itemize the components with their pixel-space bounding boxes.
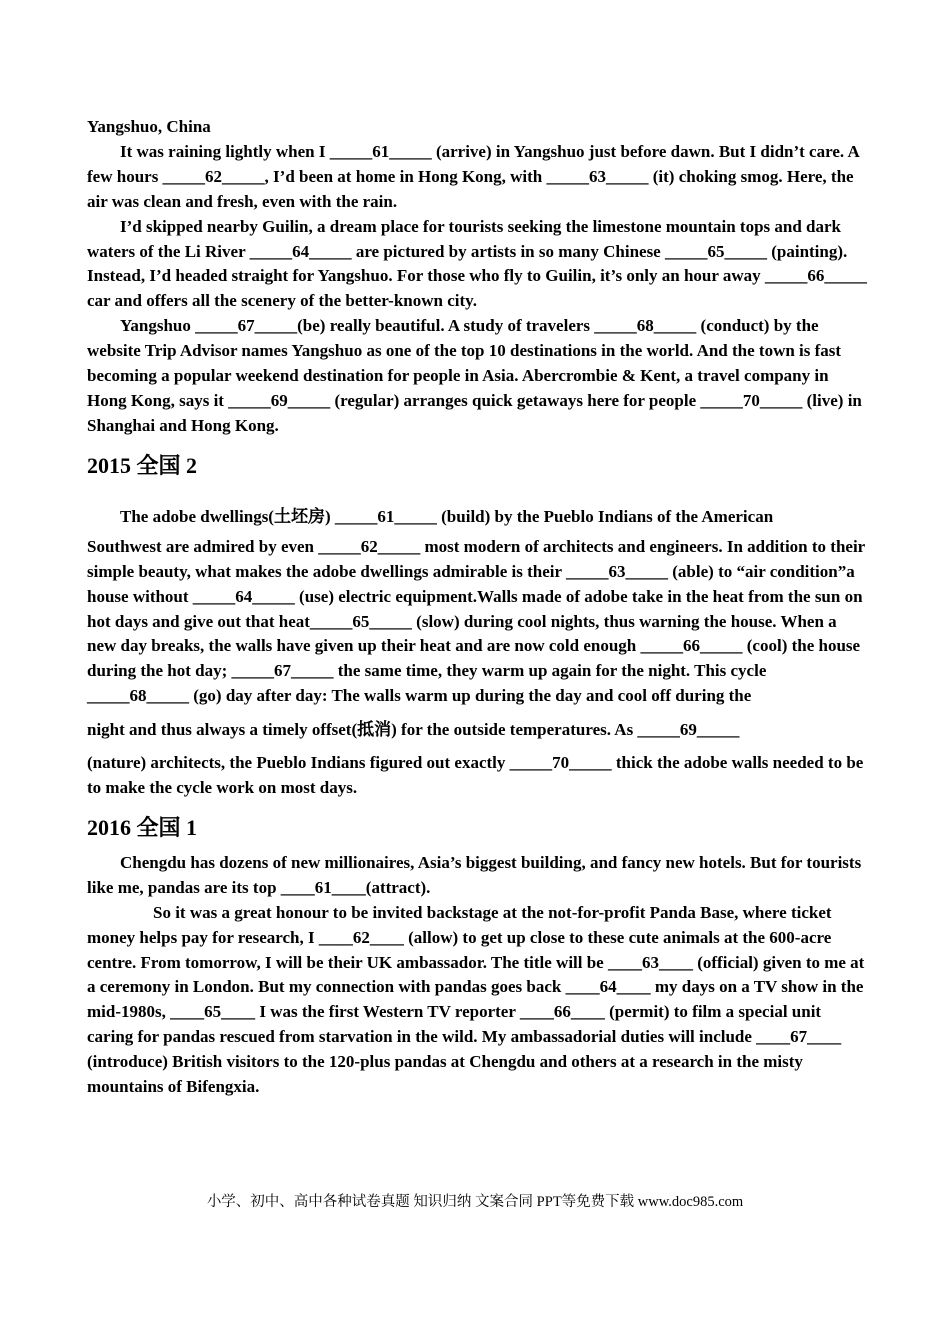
section-heading-2015: 2015 全国 2	[87, 452, 198, 478]
page-footer: 小学、初中、高中各种试卷真题 知识归纳 文案合同 PPT等免费下载 www.doc985.com	[206, 1194, 744, 1210]
adobe-body-2: (nature) architects, the Pueblo Indians figured out exactly _____70_____ thick the adobe walls needed to be to make the cycle work on most days.	[87, 753, 864, 798]
chengdu-paragraph-2: So it was a great honour to be invited backstage at the not-for-profit Panda Base, where ticket money helps pay for research, I ____62____ (allow) to get up close to these cute animals at the 600-acre centre. From tomorrow, I will be their UK ambassador. The title will be ____63____ (official) given to me at a ceremony in London. But my connection with pandas goes back ____64____ my days on a TV show in the mid-1980s, ____65____ I was the first Western TV reporter ____66____ (permit) to film a special unit caring for pandas rescued from starvation in the wild. My ambassadorial duties will include ____67____ (introduce) British visitors to the 120-plus pandas at Chengdu and others at a research in the misty mountains of Bifengxia.	[87, 902, 865, 1097]
adobe-line-2-a: night and thus always a timely offset(	[87, 720, 358, 740]
document-body	[87, 115, 867, 1100]
section-title-yangshuo: Yangshuo, China	[87, 117, 211, 136]
paragraph-2: I’d skipped nearby Guilin, a dream place for tourists seeking the limestone mountain tops and dark waters of the Li River _____64_____ are pictured by artists in so many Chinese _____65_____ (painting). Instead, I’d headed straight for Yangshuo. For those who fly to Guilin, it’s only an hour away _____66_____ car and offers all the scenery of the better-known city.	[87, 216, 867, 311]
adobe-line-1-a: The adobe dwellings(	[120, 506, 274, 526]
offset-cjk-gloss: 抵消	[357, 720, 392, 741]
paragraph-3: Yangshuo _____67_____(be) really beautiful. A study of travelers _____68_____ (conduct) by the website Trip Advisor names Yangshuo as one of the top 10 destinations in the world. And the town is fast becoming a popular weekend destination for people in Asia. Abercrombie & Kent, a travel company in Hong Kong, says it _____69_____ (regular) arranges quick getaways here for people _____70_____ (live) in Shanghai and Hong Kong.	[87, 316, 862, 435]
adobe-line-2-b: ) for the outside temperatures. As _____69_____	[391, 720, 740, 740]
adobe-line-2	[87, 712, 867, 748]
chengdu-paragraph-1: Chengdu has dozens of new millionaires, Asia’s biggest building, and fancy new hotels. But for tourists like me, pandas are its top ____61____(attract).	[87, 852, 862, 897]
adobe-line-1	[87, 499, 867, 535]
adobe-cjk-gloss: 土坯房	[273, 506, 325, 527]
adobe-line-1-b: ) _____61_____ (build) by the Pueblo Indians of the American	[324, 506, 774, 526]
section-heading-2016: 2016 全国 1	[87, 814, 198, 840]
paragraph-1: It was raining lightly when I _____61_____ (arrive) in Yangshuo just before dawn. But I didn’t care. A few hours _____62_____, I’d been at home in Hong Kong, with _____63_____ (it) choking smog. Here, the air was clean and fresh, even with the rain.	[87, 141, 859, 211]
adobe-body-1: Southwest are admired by even _____62_____ most modern of architects and engineers. In addition to their simple beauty, what makes the adobe dwellings admirable is their _____63_____ (able) to “air condition”a house without _____64_____ (use) electric equipment.Walls made of adobe take in the heat from the sun on hot days and give out that heat_____65_____ (slow) during cool nights, thus warning the house. When a new day breaks, the walls have given up their heat and are now cold enough _____66_____ (cool) the house during the hot day; _____67_____ the same time, they warm up again for the night. This cycle _____68_____ (go) day after day: The walls warm up during the day and cool off during the	[87, 536, 865, 706]
